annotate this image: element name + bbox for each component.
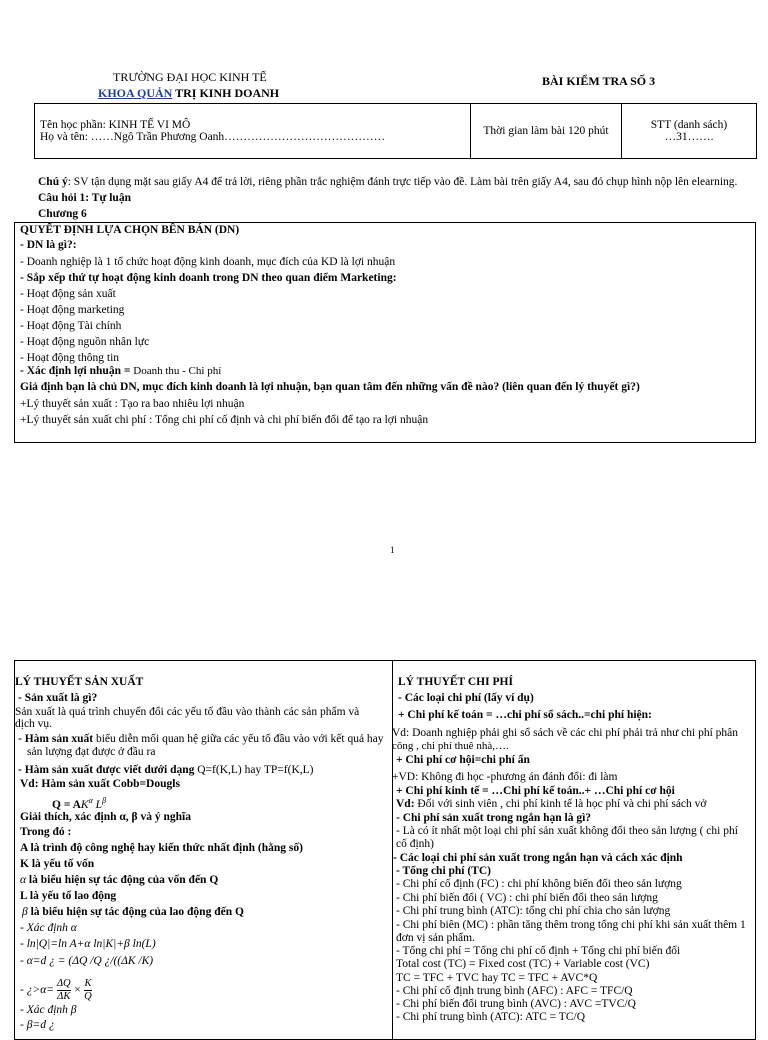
math-line-6: - β=d ¿: [20, 1019, 55, 1031]
cost-line: - Chi phí cố định (FC) : chi phí không biến đổi theo sản lượng: [396, 878, 682, 890]
math-line-5: - Xác định β: [20, 1004, 77, 1016]
production-form: [18, 764, 313, 777]
cost-vd-text: Đối với sinh viên , chi phí kinh tế là học phí và chi phí sách vở: [417, 798, 707, 810]
cost-line: Total cost (TC) = Fixed cost (TC) + Variable cost (VC): [396, 958, 650, 970]
cost-line: - Chi phí trung bình (ATC): tổng chi phí chia cho sản lượng: [396, 905, 671, 917]
a-cost-theory: +Lý thuyết sản xuất chi phí : Tổng chi phí cố định và chi phí biến đổi để tạo ra lợi nhuận: [20, 414, 429, 426]
activity-item: - Hoạt động Tài chính: [20, 320, 122, 332]
cost-line: công , chi phí thuê nhà,….: [392, 740, 509, 752]
q-what-is-dn: - DN là gì?:: [20, 239, 77, 251]
profit-value: Doanh thu - Chi phí: [133, 365, 222, 377]
math-line-3: - α=d ¿ = (ΔQ /Q ¿/((ΔK /K): [20, 955, 154, 967]
note-label: Chú ý: [38, 176, 68, 188]
cost-line: cố định): [396, 838, 435, 850]
cost-line: - Chi phí biên (MC) : phần tăng thêm trong tổng chi phí khi sản xuất thêm 1: [396, 919, 746, 931]
cost-line: - Chi phí cố định trung bình (AFC) : AFC = TFC/Q: [396, 985, 633, 997]
cost-line: - Chi phí sản xuất trong ngắn hạn là gì?: [396, 812, 592, 824]
cost-line: + Chi phí cơ hội=chi phí ẩn: [396, 754, 530, 766]
activity-item: - Hoạt động sản xuất: [20, 288, 116, 300]
hs-text2: sản lượng đạt được ở đầu ra: [27, 746, 156, 758]
hs-label: - Hàm sản xuất: [18, 733, 94, 745]
cobb-douglas-formula: $Q = AK^\alpha$ $L^\beta$: [52, 796, 107, 811]
cost-line: - Các loại chi phí (lấy ví dụ): [398, 692, 534, 704]
cost-line: - Các loại chi phí sản xuất trong ngắn hạn và cách xác định: [393, 852, 683, 864]
cost-line: TC = TFC + TVC hay TC = TFC + AVC*Q: [396, 972, 598, 984]
in-that-label: Trong đó :: [20, 826, 72, 838]
formula-text: Q = A: [52, 798, 81, 811]
k-definition: K là yếu tố vốn: [20, 858, 95, 870]
beta-text: là biểu hiện sự tác động của lao động đến Q: [27, 906, 244, 918]
cobb-douglas-label: Vd: Hàm sản xuất Cobb=Dougls: [20, 778, 180, 790]
cost-line: + Chi phí kế toán = …chi phí sổ sách..=chi phí hiện:: [398, 709, 652, 721]
cost-line: +VD: Không đi học -phương án đánh đổi: đi làm: [392, 771, 618, 783]
cost-line: [396, 798, 706, 811]
page-number: 1: [390, 545, 395, 555]
math-line-4: - ¿>α= $\frac{\Delta Q}{\Delta K}$ × $\frac{K}{Q}$: [20, 978, 92, 1002]
a-what-is-dn: - Doanh nghiệp là 1 tổ chức hoạt động kinh doanh, mục đích của KD là lợi nhuận: [20, 256, 396, 268]
cost-line: + Chi phí kinh tế = …Chi phí kế toán..+ …Chi phí cơ hội: [396, 785, 675, 797]
notes-block: [38, 174, 737, 222]
university-name: TRƯỜNG ĐẠI HỌC KINH TẾ: [113, 70, 267, 84]
math-line-4-text: - ¿>α=: [20, 984, 55, 997]
cost-line: - Chi phí biến đổi ( VC) : chi phí biến đổi theo sản lượng: [396, 892, 658, 904]
faculty-name: [98, 86, 279, 101]
math-line-1: - Xác định α: [20, 922, 77, 934]
form-label: - Hàm sản xuất được viết dưới dạng: [18, 764, 198, 776]
activity-item: - Hoạt động nguồn nhân lực: [20, 336, 150, 348]
l-definition: L là yếu tố lao động: [20, 890, 117, 902]
cost-title: LÝ THUYẾT CHI PHÍ: [398, 676, 513, 688]
faculty-suffix: TRỊ KINH DOANH: [172, 86, 280, 100]
a-production-1: Sản xuất là quá trình chuyển đổi các yếu tố đầu vào thành các sản phẩm và: [15, 706, 360, 718]
course-student-cell: [35, 104, 471, 159]
cost-line: - Tổng chi phí (TC): [396, 865, 492, 877]
activity-item: - Hoạt động marketing: [20, 304, 125, 316]
stt-value: …31…….: [664, 131, 714, 143]
section1-title: QUYẾT ĐỊNH LỰA CHỌN BÊN BÁN (DN): [20, 224, 240, 236]
column-divider: [392, 660, 393, 1040]
stt-label: STT (danh sách): [650, 119, 728, 131]
alpha-definition: α là biểu hiện sự tác động của vốn đến Q: [20, 874, 219, 886]
note-text: : SV tận dụng mặt sau giấy A4 để trả lời, riêng phần trắc nghiệm đánh trực tiếp vào đề. Làm bài trên giấy A4, sau đó chụp hình nộp lên elearning.: [67, 176, 738, 188]
explain-label: Giải thích, xác định α, β và ý nghĩa: [20, 811, 191, 823]
q-what-is-production: - Sản xuất là gì?: [18, 692, 98, 704]
q-arrange-activities: - Sắp xếp thứ tự hoạt động kinh doanh trong DN theo quan điểm Marketing:: [20, 272, 397, 284]
hs-text: biểu diễn mối quan hệ giữa các yếu tố đầu vào với kết quả hay: [93, 733, 384, 745]
production-function-def: [18, 733, 384, 746]
profit-label: - Xác định lợi nhuận =: [20, 365, 134, 377]
cost-line: - Là có ít nhất một loại chi phí sản xuất không đổi theo sản lượng ( chi phí: [396, 825, 738, 837]
info-table: [34, 103, 757, 159]
alpha-text: là biểu hiện sự tác động của vốn đến Q: [26, 874, 219, 886]
form-value: Q=f(K,L) hay TP=f(K,L): [197, 764, 314, 776]
production-title: LÝ THUYẾT SẢN XUẤT: [15, 676, 144, 688]
a-definition: A là trình độ công nghệ hay kiến thức nhất định (hằng số): [20, 842, 303, 854]
question-label: Câu hỏi 1: Tự luận: [38, 192, 131, 204]
time-cell: Thời gian làm bài 120 phút: [471, 104, 622, 159]
cost-line: - Tổng chi phí = Tổng chi phí cố định + Tổng chi phí biến đổi: [396, 945, 681, 957]
note-line: [38, 174, 737, 190]
seller-decision-box: [14, 222, 756, 443]
beta-definition: β là biểu hiện sự tác động của lao động đến Q: [22, 906, 244, 918]
exam-title: BÀI KIỂM TRA SỐ 3: [542, 74, 656, 88]
stt-cell: [622, 104, 757, 159]
cost-line: đơn vị sản phẩm.: [396, 932, 475, 944]
student-name: Họ và tên: ……Ngô Trần Phương Oanh……………………………………: [40, 131, 386, 143]
cost-line: Vd: Doanh nghiệp phải ghi sổ sách về các chi phí phải trả như chi phí phân: [392, 727, 739, 739]
faculty-prefix: KHOA QUẢN: [98, 86, 173, 100]
a-production-theory: +Lý thuyết sản xuất : Tạo ra bao nhiêu lợi nhuận: [20, 398, 245, 410]
cost-line: - Chi phí trung bình (ATC): ATC = TC/Q: [396, 1011, 586, 1023]
q-owner-concerns: Giả định bạn là chủ DN, mục đích kinh doanh là lợi nhuận, bạn quan tâm đến những vấn đề nào? (liên quan đến lý thuyết gì?): [20, 381, 640, 393]
a-production-2: dịch vụ.: [15, 718, 53, 730]
activity-item: - Hoạt động thông tin: [20, 352, 120, 364]
cost-line: - Chi phí biến đổi trung bình (AVC) : AVC =TVC/Q: [396, 998, 636, 1010]
math-line-2: - ln|Q|=ln A+α ln|K|+β ln(L): [20, 938, 156, 950]
chapter-label: Chương 6: [38, 208, 87, 220]
profit-line: [20, 365, 221, 377]
course-name: Tên học phần: KINH TẾ VI MÔ: [40, 119, 191, 131]
cost-vd-label: Vd:: [396, 798, 418, 810]
